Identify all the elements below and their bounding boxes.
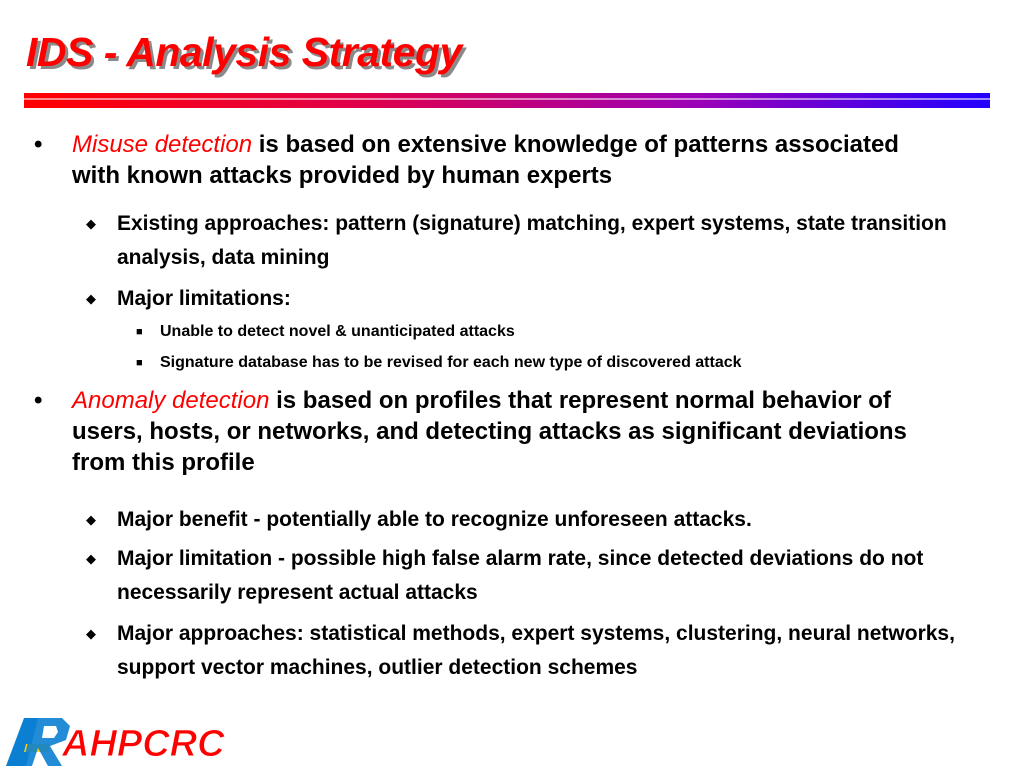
bullet-text: is based on extensive knowledge of patterns associated with known attacks provided by human experts [72, 131, 899, 190]
sub-sub-bullet-text: Signature database has to be revised for each new type of discovered attack [160, 354, 742, 371]
sub-bullet-text: Major limitation - possible high false alarm rate, since detected deviations do not necessarily represent actual attacks [117, 547, 924, 604]
ahpcrc-logo [4, 712, 228, 768]
square-bullet-icon: ■ [136, 326, 143, 338]
bullet-dot-icon: • [34, 131, 43, 158]
square-bullet-icon: ■ [136, 357, 143, 369]
diamond-bullet-icon: ◆ [86, 291, 96, 306]
ahpcrc-logo-icon [4, 712, 228, 768]
sub-sub-bullet-novel-attacks [136, 322, 936, 343]
diamond-bullet-icon: ◆ [86, 626, 96, 641]
bullet-term: Anomaly detection [72, 387, 270, 414]
bullet-anomaly-detection [34, 385, 934, 479]
bullet-misuse-detection [34, 129, 934, 191]
title-gradient-rule [24, 93, 990, 108]
sub-sub-bullet-text: Unable to detect novel & unanticipated attacks [160, 323, 515, 340]
sub-bullet-major-benefit [86, 503, 956, 537]
sub-bullet-text: Major approaches: statistical methods, expert systems, clustering, neural networks, support vector machines, outlier detection schemes [117, 622, 955, 679]
sub-bullet-major-limitation [86, 542, 956, 609]
diamond-bullet-icon: ◆ [86, 551, 96, 566]
logo-text: AHPCRC [62, 723, 225, 765]
bullet-text: is based on profiles that represent normal behavior of users, hosts, or networks, and detecting attacks as significant deviations from this profile [72, 387, 907, 477]
sub-bullet-major-approaches [86, 617, 956, 684]
sub-bullet-text: Major limitations: [117, 287, 291, 310]
diamond-bullet-icon: ◆ [86, 512, 96, 527]
sub-sub-bullet-signature-database [136, 353, 936, 374]
bullet-dot-icon: • [34, 387, 43, 414]
sub-bullet-text: Existing approaches: pattern (signature) matching, expert systems, state transition analysis, data mining [117, 212, 947, 269]
sub-bullet-major-limitations [86, 282, 956, 316]
sub-bullet-text: Major benefit - potentially able to recognize unforeseen attacks. [117, 508, 752, 531]
slide-title: IDS - Analysis Strategy [26, 29, 462, 75]
sub-bullet-existing-approaches [86, 207, 956, 274]
bullet-term: Misuse detection [72, 131, 253, 158]
diamond-bullet-icon: ◆ [86, 216, 96, 231]
